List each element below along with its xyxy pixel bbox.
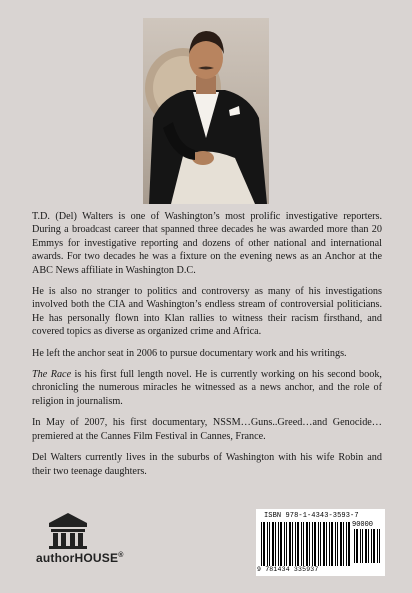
bio-paragraph-4	[32, 368, 382, 408]
author-photo	[143, 18, 269, 204]
registered-mark: ®	[118, 552, 124, 559]
authorhouse-building-icon	[47, 511, 89, 549]
ean-digits: 9 781434 335937	[257, 566, 319, 573]
ean-barcode-bars	[260, 522, 352, 566]
bio-paragraph-6: Del Walters currently lives in the suburbs of Washington with his wife Robin and their two teenage daughters.	[32, 452, 382, 477]
bio-paragraph-3: He left the anchor seat in 2006 to pursue documentary work and his writings.	[32, 347, 347, 359]
isbn-number: ISBN 978-1-4343-3593-7	[264, 512, 359, 520]
publisher-name-text: authorHOUSE	[36, 551, 119, 565]
bio-paragraph-5: In May of 2007, his first documentary, NSSM…Guns..Greed…and Genocide… premiered at the Cannes Film Festival in Cannes, France.	[32, 417, 382, 442]
isbn-barcode	[256, 509, 385, 576]
bio-paragraph-1: T.D. (Del) Walters is one of Washington’s most prolific investigative reporters. During a broadcast career that spanned three decades he was awarded more than 20 Emmys for investigative reporting and dozens of other national and international awards. For two decades he was a fixture on the evening news as an Anchor at the ABC News affiliate in Washington D.C.	[32, 211, 382, 276]
bio-paragraph-4-text: is his first full length novel. He is currently working on his second book, chronicling the numerous miracles he witnessed as a news anchor, and the role of religion in journalism.	[32, 369, 382, 407]
publisher-name	[36, 551, 124, 565]
price-code: 90000	[352, 521, 374, 529]
publisher-logo	[36, 511, 126, 571]
bio-paragraph-2: He is also no stranger to politics and controversy as many of his investigations involved both the CIA and Washington’s endless stream of controversial politicians. He has personally flown into Klan rallies to witness their racism firsthand, and covered topics as diverse as organized crime and Africa.	[32, 286, 382, 338]
author-portrait-image	[143, 18, 269, 204]
novel-title: The Race	[32, 369, 72, 381]
author-biography	[32, 210, 382, 486]
